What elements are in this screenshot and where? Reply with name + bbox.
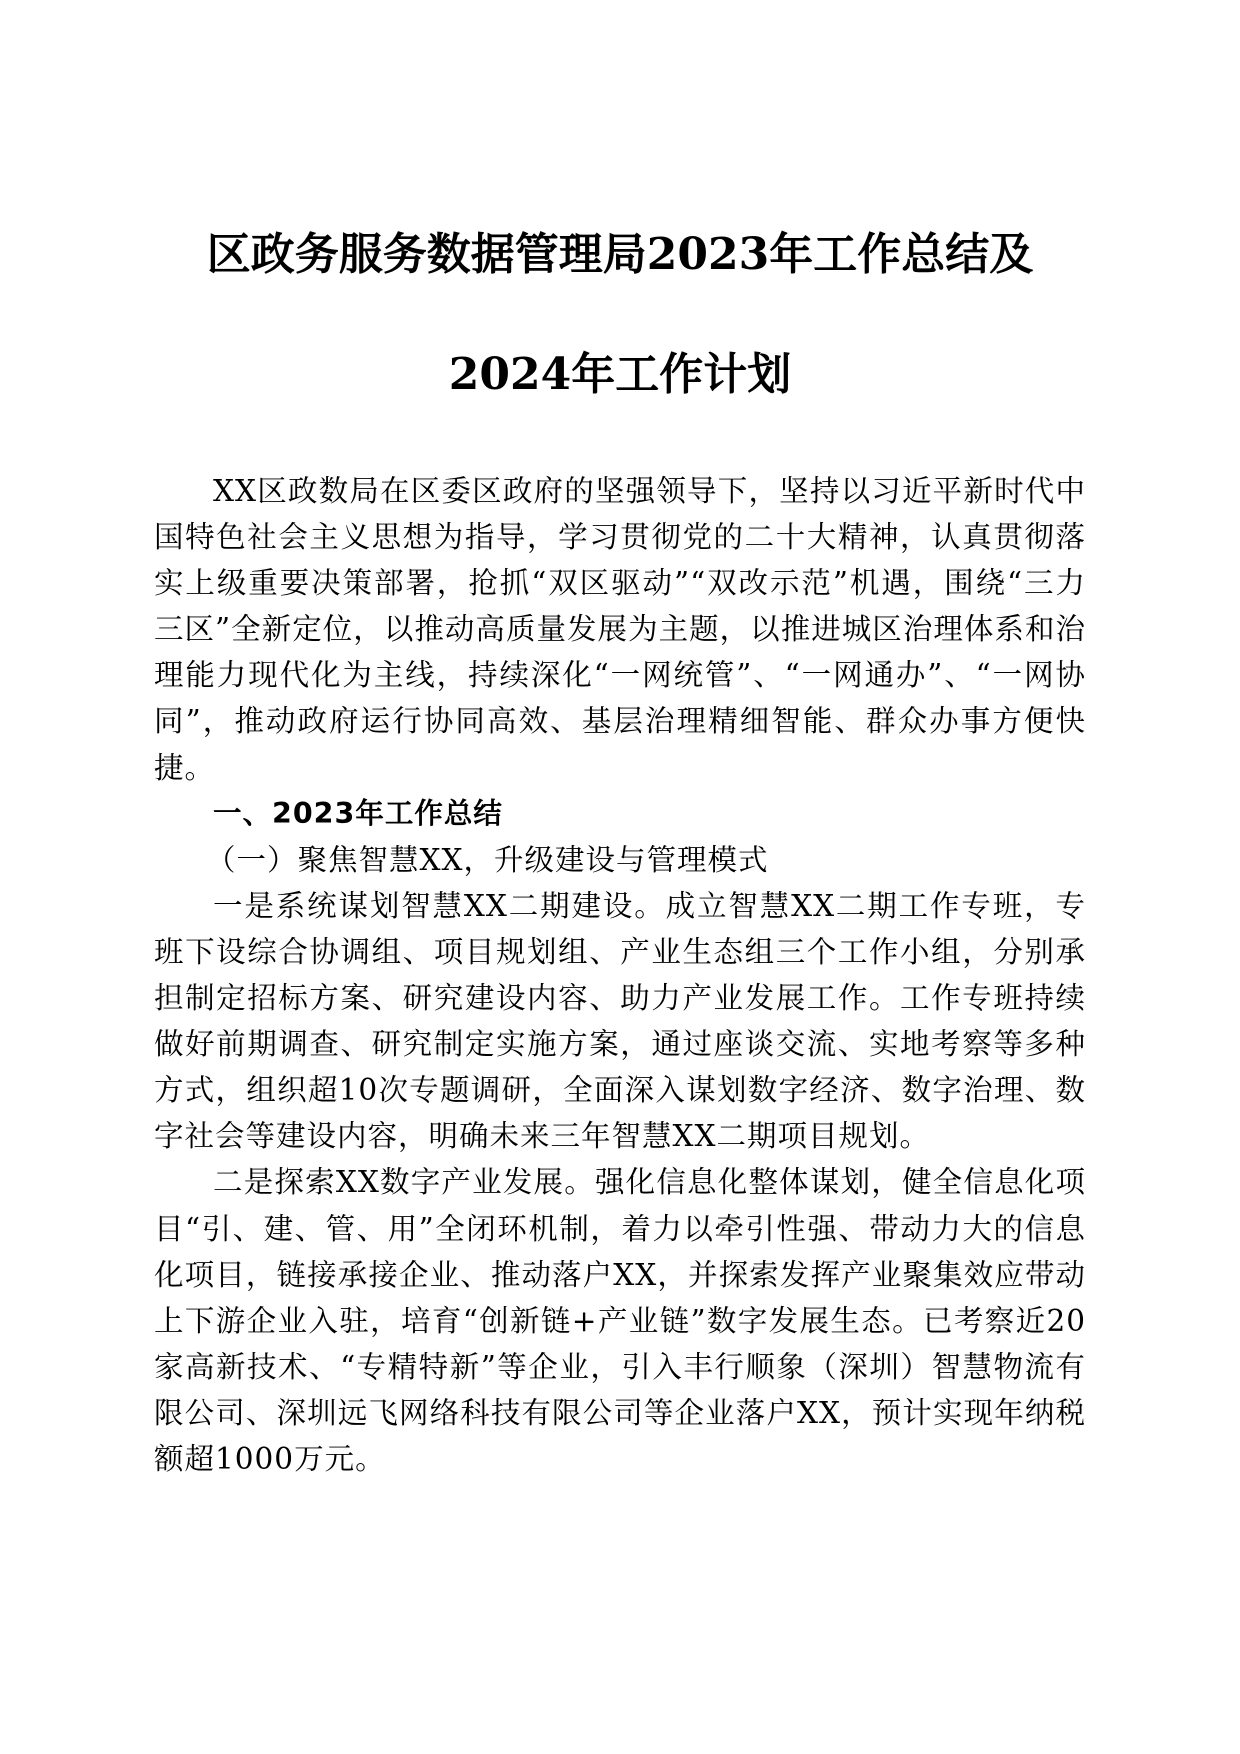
body-paragraph-2: 二是探索XX数字产业发展。强化信息化整体谋划，健全信息化项目“引、建、管、用”全闭环机制，着力以牵引性强、带动力大的信息化项目，链接承接企业、推动落户XX，并探索发挥产业聚集效应带动上下游企业入驻，培育“创新链+产业链”数字发展生态。已考察近20家高新技术、“专精特新”等企业，引入丰行顺象（深圳）智慧物流有限公司、深圳远飞网络科技有限公司等企业落户XX，预计实现年纳税额超1000万元。: [154, 1165, 1086, 1476]
intro-paragraph: XX区政数局在区委区政府的坚强领导下，坚持以习近平新时代中国特色社会主义思想为指导，学习贯彻党的二十大精神，认真贯彻落实上级重要决策部署，抢抓“双区驱动”“双改示范”机遇，围绕“三力三区”全新定位，以推动高质量发展为主题，以推进城区治理体系和治理能力现代化为主线，持续深化“一网统管”、“一网通办”、“一网协同”，推动政府运行协同高效、基层治理精细智能、群众办事方便快捷。: [154, 474, 1086, 785]
subsection-heading: （一）聚焦智慧XX，升级建设与管理模式: [206, 842, 769, 877]
document-body: [154, 468, 1086, 1482]
section-heading: 一、2023年工作总结: [213, 796, 503, 830]
document-title-line-1: 区政务服务数据管理局2023年工作总结及: [206, 229, 1034, 280]
body-paragraph-1: 一是系统谋划智慧XX二期建设。成立智慧XX二期工作专班，专班下设综合协调组、项目规划组、产业生态组三个工作小组，分别承担制定招标方案、研究建设内容、助力产业发展工作。工作专班持续做好前期调查、研究制定实施方案，通过座谈交流、实地考察等多种方式，组织超10次专题调研，全面深入谋划数字经济、数字治理、数字社会等建设内容，明确未来三年智慧XX二期项目规划。: [154, 888, 1086, 1154]
document-title-line-2: 2024年工作计划: [448, 349, 792, 400]
